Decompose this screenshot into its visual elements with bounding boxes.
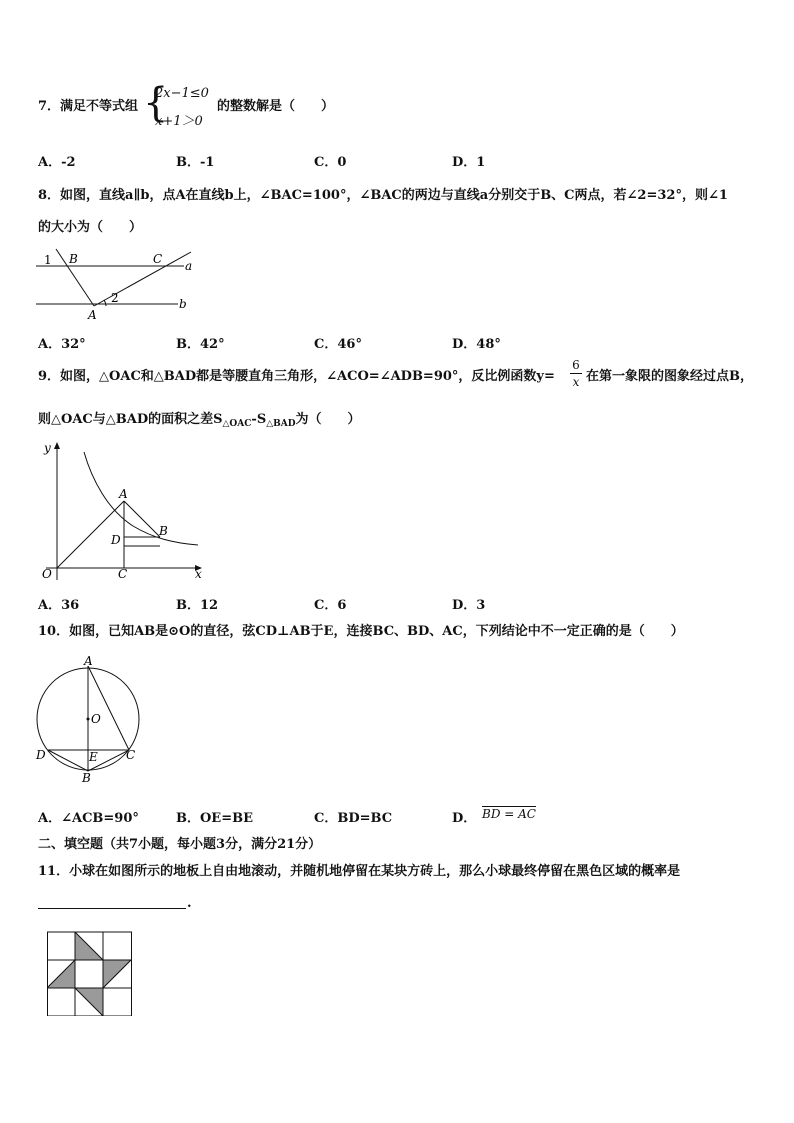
- q10-label-a: A: [84, 654, 93, 668]
- section2-heading: 二、填空题（共7小题，每小题3分，满分21分）: [38, 837, 322, 852]
- q10-option-d-math: BD = AC: [482, 807, 536, 821]
- q8-label-line-a: a: [185, 259, 193, 273]
- q9-line2-after: 为（ ）: [295, 412, 361, 427]
- q9-sub-oac: △OAC: [222, 419, 252, 429]
- q10-option-c: C．BD=BC: [314, 811, 393, 826]
- q8-label-b-point: B: [69, 252, 78, 266]
- q9-label-o: O: [42, 567, 52, 581]
- q9-option-a: A．36: [38, 598, 80, 613]
- q8-label-2: 2: [111, 291, 119, 305]
- q11-tile-figure: [47, 930, 133, 1016]
- q9-option-c: C．6: [314, 598, 347, 613]
- q10-label-c: C: [126, 748, 136, 762]
- q10-option-d: D．: [452, 811, 477, 826]
- q8-line1: 8．如图，直线a∥b，点A在直线b上，∠BAC=100°，∠BAC的两边与直线a分别交于B、C两点，若∠2=32°，则∠1: [38, 188, 728, 203]
- q10-option-a: A．∠ACB=90°: [38, 811, 139, 826]
- q9-line1-before: 9．如图，△OAC和△BAD都是等腰直角三角形，∠ACO=∠ADB=90°，反比例函数y=: [38, 369, 555, 384]
- q9-fraction: [569, 358, 583, 389]
- q9-line2: [38, 412, 361, 432]
- q10-label-e: E: [89, 750, 98, 764]
- q8-label-line-b: b: [179, 297, 187, 311]
- q9-label-y: y: [44, 441, 51, 455]
- q7-option-b: B．-1: [176, 155, 215, 170]
- q7-text-before: 7．满足不等式组: [38, 99, 139, 114]
- q9-line2-before: 则△OAC与△BAD的面积之差S: [38, 412, 223, 427]
- q9-option-d: D．3: [452, 598, 486, 613]
- q7-ineq-2: x+1＞0: [155, 114, 203, 129]
- q9-sub-bad: △BAD: [266, 419, 296, 429]
- q9-label-b: B: [159, 524, 168, 538]
- q9-label-a: A: [119, 487, 128, 501]
- q10-label-b: B: [82, 771, 91, 784]
- q9-fraction-denominator: x: [572, 375, 580, 389]
- q11-answer-blank[interactable]: [38, 907, 186, 909]
- q11-period: .: [187, 896, 192, 911]
- q8-option-a: A．32°: [38, 337, 86, 352]
- q9-figure: [38, 440, 208, 585]
- q7-ineq-1: 2x−1≤0: [155, 86, 209, 101]
- q10-figure: [34, 654, 140, 784]
- q9-dash: -S: [251, 412, 267, 427]
- q11-line1: 11．小球在如图所示的地板上自由地滚动，并随机地停留在某块方砖上，那么小球最终停留在黑色区域的概率是: [38, 864, 681, 879]
- q9-label-c: C: [118, 567, 128, 581]
- q10-label-o: O: [91, 712, 101, 726]
- q8-label-a-point: A: [88, 308, 97, 322]
- q7-brace: {: [143, 80, 169, 126]
- q8-label-c-point: C: [153, 252, 163, 266]
- q8-label-1: 1: [44, 253, 52, 267]
- q7-option-d: D．1: [452, 155, 486, 170]
- q7-option-c: C．0: [314, 155, 347, 170]
- q9-line1-after: 在第一象限的图象经过点B，: [586, 369, 753, 384]
- q9-label-x: x: [195, 567, 202, 581]
- q9-fraction-numerator: 6: [572, 358, 580, 372]
- q9-label-d: D: [111, 533, 121, 547]
- q7-text-after: 的整数解是（ ）: [217, 99, 335, 114]
- q8-option-b: B．42°: [176, 337, 225, 352]
- q8-option-c: C．46°: [314, 337, 362, 352]
- q9-option-b: B．12: [176, 598, 219, 613]
- q10-option-b: B．OE=BE: [176, 811, 254, 826]
- q8-figure: [36, 244, 196, 324]
- q8-line2: 的大小为（ ）: [38, 220, 143, 235]
- q10-line1: 10．如图，已知AB是⊙O的直径，弦CD⊥AB于E，连接BC、BD、AC，下列结论中不一定正确的是（ ）: [38, 624, 684, 639]
- q8-option-d: D．48°: [452, 337, 501, 352]
- q10-label-d: D: [36, 748, 46, 762]
- q7-option-a: A．-2: [38, 155, 76, 170]
- q9-fraction-bar: [570, 373, 582, 374]
